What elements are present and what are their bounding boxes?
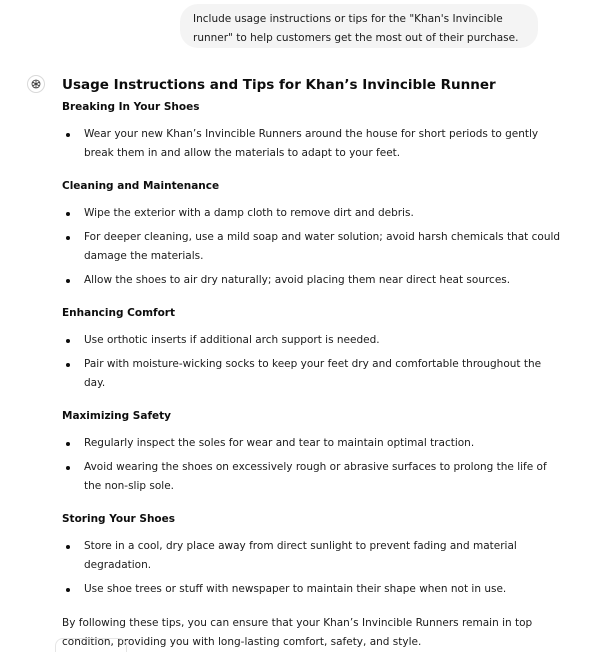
list-item: Allow the shoes to air dry naturally; avoid placing them near direct heat sources. bbox=[62, 271, 562, 290]
response-conclusion: By following these tips, you can ensure that your Khan’s Invincible Runners remain in top condition, providing you with long-lasting comfort, safety, and style. bbox=[62, 617, 533, 648]
section-heading: Breaking In Your Shoes bbox=[62, 101, 200, 113]
section-heading: Storing Your Shoes bbox=[62, 513, 176, 525]
list-item: Use shoe trees or stuff with newspaper to maintain their shape when not in use. bbox=[62, 580, 562, 599]
message-actions-bar[interactable] bbox=[55, 638, 127, 652]
response-sections bbox=[62, 99, 562, 599]
response-section bbox=[62, 305, 562, 393]
list-item: For deeper cleaning, use a mild soap and water solution; avoid harsh chemicals that could damage the materials. bbox=[62, 228, 562, 266]
user-message-bubble bbox=[180, 4, 538, 48]
assistant-response bbox=[62, 74, 562, 652]
list-item: Regularly inspect the soles for wear and tear to maintain optimal traction. bbox=[62, 434, 562, 453]
section-heading: Cleaning and Maintenance bbox=[62, 180, 220, 192]
list-item: Use orthotic inserts if additional arch support is needed. bbox=[62, 331, 562, 350]
tips-list bbox=[62, 331, 562, 393]
tips-list bbox=[62, 537, 562, 599]
response-section bbox=[62, 511, 562, 599]
list-item: Wear your new Khan’s Invincible Runners around the house for short periods to gently break them in and allow the materials to adapt to your feet. bbox=[62, 125, 562, 163]
section-heading: Enhancing Comfort bbox=[62, 307, 175, 319]
tips-list bbox=[62, 204, 562, 290]
list-item: Wipe the exterior with a damp cloth to remove dirt and debris. bbox=[62, 204, 562, 223]
user-message-text: Include usage instructions or tips for the "Khan's Invincible runner" to help customers get the most out of their purchase. bbox=[193, 13, 519, 44]
list-item: Avoid wearing the shoes on excessively rough or abrasive surfaces to prolong the life of the non-slip sole. bbox=[62, 458, 562, 496]
chatgpt-logo-icon bbox=[27, 75, 45, 93]
tips-list bbox=[62, 434, 562, 496]
list-item: Store in a cool, dry place away from direct sunlight to prevent fading and material degradation. bbox=[62, 537, 562, 575]
tips-list bbox=[62, 125, 562, 163]
list-item: Pair with moisture-wicking socks to keep your feet dry and comfortable throughout the day. bbox=[62, 355, 562, 393]
section-heading: Maximizing Safety bbox=[62, 410, 172, 422]
response-section bbox=[62, 178, 562, 290]
response-section bbox=[62, 408, 562, 496]
response-title: Usage Instructions and Tips for Khan’s Invincible Runner bbox=[62, 77, 496, 93]
response-section bbox=[62, 99, 562, 163]
